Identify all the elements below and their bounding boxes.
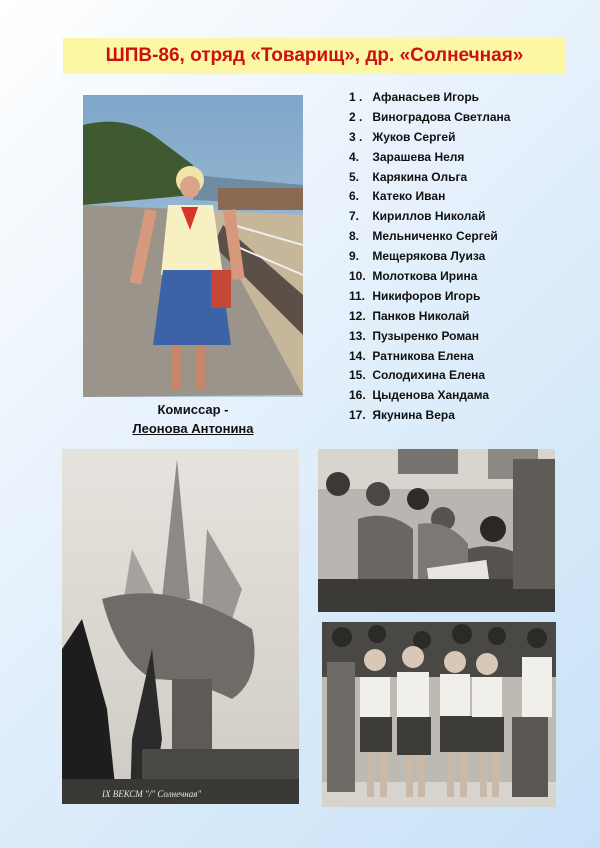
- photo-caption: [83, 400, 303, 438]
- list-item: 2 . Виноградова Светлана: [349, 109, 511, 124]
- title-banner: [63, 38, 566, 74]
- photo-monument: [62, 449, 299, 804]
- list-item: 5. Карякина Ольга: [349, 169, 468, 184]
- list-item: 1 . Афанасьев Игорь: [349, 90, 480, 104]
- list-item: 9. Мещерякова Луиза: [349, 249, 486, 264]
- list-item: 6. Катеко Иван: [349, 189, 446, 204]
- list-item: 17. Якунина Вера: [349, 408, 455, 423]
- list-item: 16. Цыденова Хандама: [349, 388, 490, 403]
- list-item: 12. Панков Николай: [349, 308, 470, 323]
- caption-role: Комиссар -: [157, 402, 229, 417]
- list-item: 15. Солодихина Елена: [349, 368, 486, 383]
- list-item: 7. Кириллов Николай: [349, 209, 486, 224]
- list-item: 8. Мельниченко Сергей: [349, 229, 498, 244]
- list-item: 3 . Жуков Сергей: [349, 129, 456, 144]
- member-list: [349, 88, 510, 426]
- list-item: 10. Молоткова Ирина: [349, 269, 478, 284]
- photo-commissar: [83, 95, 303, 397]
- photo-group: [322, 622, 556, 807]
- list-item: 14. Ратникова Елена: [349, 348, 474, 363]
- page-title: ШПВ-86, отряд «Товарищ», др. «Солнечная»: [105, 45, 524, 66]
- caption-name: Леонова Антонина: [132, 421, 254, 436]
- list-item: 4. Зарашева Неля: [349, 149, 465, 164]
- list-item: 13. Пузыренко Роман: [349, 328, 479, 343]
- photo-inscription: IX ВЕКСМ "/" Солнечная": [102, 789, 202, 799]
- list-item: 11. Никифоров Игорь: [349, 288, 481, 303]
- photo-classroom: [318, 449, 555, 612]
